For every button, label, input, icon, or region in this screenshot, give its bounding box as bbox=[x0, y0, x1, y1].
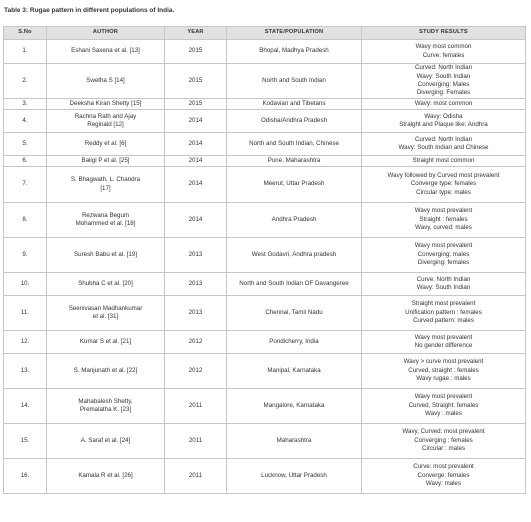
cell-author bbox=[47, 99, 165, 110]
cell-results-line: Wavy: males bbox=[425, 480, 462, 488]
cell-year: 2014 bbox=[165, 110, 227, 133]
cell-sno: 4. bbox=[4, 110, 47, 133]
table-row bbox=[4, 238, 526, 273]
table-row bbox=[4, 389, 526, 424]
table-row bbox=[4, 296, 526, 331]
cell-results-line: Curved, straight : females bbox=[408, 366, 479, 374]
cell-author-line: Reddy et al. [6] bbox=[84, 139, 127, 147]
cell-state bbox=[227, 99, 362, 110]
cell-state-line: Manipal, Karnataka bbox=[267, 366, 321, 374]
cell-author-line: Kamala R et al. [26] bbox=[78, 471, 133, 479]
cell-state-line: Chennai, Tamil Nadu bbox=[265, 308, 323, 316]
cell-results-line: Curved: North Indian bbox=[414, 64, 473, 72]
cell-results-line: Converging : females bbox=[414, 436, 473, 444]
cell-author bbox=[47, 296, 165, 331]
cell-state-line: Bhopal, Madhya Pradesh bbox=[259, 47, 329, 55]
cell-results bbox=[362, 167, 526, 203]
cell-author bbox=[47, 389, 165, 424]
table-row bbox=[4, 424, 526, 459]
cell-state bbox=[227, 238, 362, 273]
cell-results bbox=[362, 110, 526, 133]
cell-author bbox=[47, 167, 165, 203]
cell-results-line: Curve: females bbox=[422, 51, 465, 59]
table-row bbox=[4, 273, 526, 296]
cell-results-line: Converge type: females bbox=[410, 180, 477, 188]
cell-results-line: Curve: most prevalent bbox=[413, 463, 474, 471]
cell-state-line: Mangalore, Karnataka bbox=[263, 401, 325, 409]
table-row bbox=[4, 64, 526, 99]
cell-results bbox=[362, 354, 526, 389]
cell-year: 2011 bbox=[165, 389, 227, 424]
cell-results bbox=[362, 331, 526, 354]
cell-results-line: Curved pattern: males bbox=[413, 317, 474, 325]
cell-results bbox=[362, 424, 526, 459]
cell-author bbox=[47, 354, 165, 389]
cell-year: 2012 bbox=[165, 354, 227, 389]
cell-year: 2013 bbox=[165, 296, 227, 331]
cell-results bbox=[362, 238, 526, 273]
cell-year: 2014 bbox=[165, 133, 227, 156]
cell-results bbox=[362, 389, 526, 424]
cell-state bbox=[227, 167, 362, 203]
cell-results-line: Straight most common bbox=[412, 156, 475, 164]
cell-author bbox=[47, 273, 165, 296]
cell-state bbox=[227, 331, 362, 354]
table-row bbox=[4, 354, 526, 389]
header-year: YEAR bbox=[165, 27, 227, 40]
cell-state bbox=[227, 40, 362, 64]
cell-results-line: Wavy, Curved: most prevalent bbox=[402, 428, 485, 436]
cell-state bbox=[227, 133, 362, 156]
cell-state bbox=[227, 424, 362, 459]
cell-author-line: Baligi P et al. [25] bbox=[81, 156, 130, 164]
cell-year: 2014 bbox=[165, 156, 227, 167]
cell-author bbox=[47, 424, 165, 459]
cell-results-line: Diverging: females bbox=[417, 259, 470, 267]
cell-results-line: No gender difference bbox=[414, 342, 473, 349]
cell-sno: 12. bbox=[4, 331, 47, 354]
table-row bbox=[4, 203, 526, 238]
table-row bbox=[4, 459, 526, 494]
cell-results-line: Wavy: most common bbox=[414, 99, 473, 107]
cell-results-line: Wavy : males bbox=[425, 410, 462, 418]
cell-state bbox=[227, 203, 362, 238]
header-state-population: STATE/POPULATION bbox=[227, 27, 362, 40]
cell-state-line: Lucknow, Uttar Pradesh bbox=[261, 471, 327, 479]
cell-sno: 9. bbox=[4, 238, 47, 273]
table-row bbox=[4, 133, 526, 156]
cell-author-line: Premalatha K. [23] bbox=[79, 406, 132, 413]
cell-state bbox=[227, 273, 362, 296]
cell-state bbox=[227, 459, 362, 494]
header-author: AUTHOR bbox=[47, 27, 165, 40]
cell-sno: 15. bbox=[4, 424, 47, 459]
cell-sno: 5. bbox=[4, 133, 47, 156]
cell-year: 2014 bbox=[165, 167, 227, 203]
cell-results-line: Wavy: South Indian bbox=[416, 72, 471, 80]
table-body bbox=[4, 40, 526, 494]
table-row bbox=[4, 99, 526, 110]
cell-state-line: North and South Indian OF Davangeree bbox=[239, 279, 349, 287]
cell-state-line: Meerut, Uttar Pradesh bbox=[263, 180, 325, 188]
cell-results-line: Wavy: South Indian bbox=[416, 284, 471, 291]
cell-sno: 10. bbox=[4, 273, 47, 296]
cell-sno: 2. bbox=[4, 64, 47, 99]
cell-sno: 14. bbox=[4, 389, 47, 424]
cell-state-line: West Godavri, Andhra pradesh bbox=[251, 250, 337, 258]
cell-results-line: Diverging: Females bbox=[416, 89, 471, 97]
table-row bbox=[4, 167, 526, 203]
cell-author bbox=[47, 156, 165, 167]
cell-author-line: Reginald [12] bbox=[87, 121, 124, 128]
cell-results bbox=[362, 99, 526, 110]
cell-state bbox=[227, 296, 362, 331]
cell-year: 2014 bbox=[165, 203, 227, 238]
cell-sno: 3. bbox=[4, 99, 47, 110]
cell-results bbox=[362, 64, 526, 99]
cell-author-line: Rezwana Begum bbox=[81, 211, 130, 219]
cell-sno: 13. bbox=[4, 354, 47, 389]
cell-state-line: North and South Indian bbox=[262, 76, 326, 84]
cell-state-line: North and South Indian, Chinese bbox=[249, 139, 339, 147]
cell-author bbox=[47, 64, 165, 99]
cell-results-line: Wavy most prevalent bbox=[414, 333, 473, 341]
cell-author bbox=[47, 238, 165, 273]
cell-results-line: Straight most prevalent bbox=[411, 300, 476, 308]
rugae-pattern-table bbox=[3, 26, 526, 494]
cell-state-line: Odisha/Andhra Pradesh bbox=[260, 116, 328, 124]
header-sno: S.No bbox=[4, 27, 47, 40]
cell-results-line: Wavy: Odisha bbox=[424, 112, 463, 120]
cell-year: 2012 bbox=[165, 331, 227, 354]
cell-author-line: et al. [31] bbox=[92, 313, 119, 320]
cell-state bbox=[227, 389, 362, 424]
cell-results bbox=[362, 156, 526, 167]
cell-year: 2013 bbox=[165, 273, 227, 296]
cell-results-line: Wavy > curve most prevalent bbox=[403, 358, 484, 366]
cell-year: 2015 bbox=[165, 99, 227, 110]
cell-author-line: S. Manjunath et al. [22] bbox=[73, 366, 138, 374]
table-row bbox=[4, 40, 526, 64]
table-row bbox=[4, 331, 526, 354]
cell-results bbox=[362, 40, 526, 64]
cell-author-line: Swetha S [14] bbox=[86, 76, 125, 84]
cell-author bbox=[47, 203, 165, 238]
cell-state-line: Kodavian and Tibetans bbox=[262, 99, 326, 107]
cell-results-line: Wavy most prevalent bbox=[414, 207, 473, 215]
cell-results-line: Straight : females bbox=[419, 215, 468, 223]
cell-results-line: Wavy rugae : males bbox=[416, 375, 471, 383]
cell-state bbox=[227, 354, 362, 389]
cell-author-line: Seenivasan Madhankumar bbox=[68, 304, 143, 312]
cell-author-line: Suresh Babu et al. [19] bbox=[74, 250, 137, 258]
cell-author-line: Mohammed et al. [18] bbox=[75, 220, 136, 227]
cell-results-line: Curved: North Indian bbox=[414, 135, 473, 143]
cell-results-line: Wavy followed by Curved most prevalent bbox=[387, 171, 500, 179]
cell-state bbox=[227, 156, 362, 167]
cell-year: 2015 bbox=[165, 40, 227, 64]
cell-state-line: Andhra Pradesh bbox=[271, 215, 317, 223]
cell-sno: 1. bbox=[4, 40, 47, 64]
cell-author-line: A. Saraf et al. [24] bbox=[80, 436, 131, 444]
cell-results-line: Converging: Males bbox=[417, 81, 470, 88]
cell-results bbox=[362, 273, 526, 296]
cell-results-line: Converge: females bbox=[417, 471, 470, 479]
cell-sno: 11. bbox=[4, 296, 47, 331]
cell-results-line: Curved, Straight: females bbox=[408, 401, 479, 409]
cell-results-line: Circular : males bbox=[422, 445, 465, 453]
cell-state bbox=[227, 110, 362, 133]
cell-author bbox=[47, 459, 165, 494]
cell-sno: 7. bbox=[4, 167, 47, 203]
cell-results-line: Straight and Plaque like: Andhra bbox=[399, 121, 488, 128]
cell-sno: 16. bbox=[4, 459, 47, 494]
cell-sno: 8. bbox=[4, 203, 47, 238]
cell-year: 2011 bbox=[165, 459, 227, 494]
cell-author-line: Eshani Saxena et al. [13] bbox=[71, 47, 140, 55]
cell-results bbox=[362, 459, 526, 494]
table-row bbox=[4, 156, 526, 167]
cell-state-line: Pondicherry, India bbox=[269, 337, 319, 345]
cell-year: 2015 bbox=[165, 64, 227, 99]
cell-author-line: Deeksha Kiran Shetty [15] bbox=[69, 99, 142, 107]
cell-author bbox=[47, 110, 165, 133]
cell-results-line: Wavy most prevalent bbox=[414, 242, 473, 250]
cell-results bbox=[362, 133, 526, 156]
cell-sno: 6. bbox=[4, 156, 47, 167]
cell-results-line: Unification pattern : females bbox=[405, 308, 482, 316]
cell-results bbox=[362, 296, 526, 331]
table-caption: Table 3: Rugae pattern in different populations of India. bbox=[4, 7, 175, 14]
header-study-results: STUDY RESULTS bbox=[362, 27, 526, 40]
cell-author-line: [17] bbox=[100, 184, 111, 192]
cell-author-line: Shubha C et al. [20] bbox=[78, 279, 133, 287]
cell-results-line: Circular type: males bbox=[416, 188, 471, 196]
cell-author-line: Kumar S et al. [21] bbox=[79, 337, 132, 345]
table-row bbox=[4, 110, 526, 133]
cell-state-line: Maharashtra bbox=[276, 436, 312, 444]
cell-year: 2013 bbox=[165, 238, 227, 273]
cell-results-line: Wavy most prevalent bbox=[414, 393, 473, 401]
cell-state-line: Pune, Maharashtra bbox=[267, 156, 321, 164]
cell-author-line: Mahabalesh Shetty, bbox=[78, 397, 133, 405]
cell-results-line: Wavy most common bbox=[415, 43, 472, 51]
cell-results bbox=[362, 203, 526, 238]
cell-author bbox=[47, 40, 165, 64]
cell-state bbox=[227, 64, 362, 99]
cell-author-line: S. Bhagwath, L. Chandra bbox=[70, 176, 141, 184]
cell-author bbox=[47, 133, 165, 156]
cell-author-line: Rachna Rath and Ajay bbox=[74, 112, 137, 120]
cell-year: 2011 bbox=[165, 424, 227, 459]
cell-author bbox=[47, 331, 165, 354]
cell-results-line: Wavy, curved: males bbox=[415, 224, 472, 232]
table-header-row bbox=[4, 27, 526, 40]
cell-results-line: Curve: North Indian bbox=[416, 275, 471, 283]
cell-results-line: Converging: males bbox=[417, 250, 470, 258]
cell-results-line: Wavy: South Indian and Chinese bbox=[398, 144, 489, 151]
